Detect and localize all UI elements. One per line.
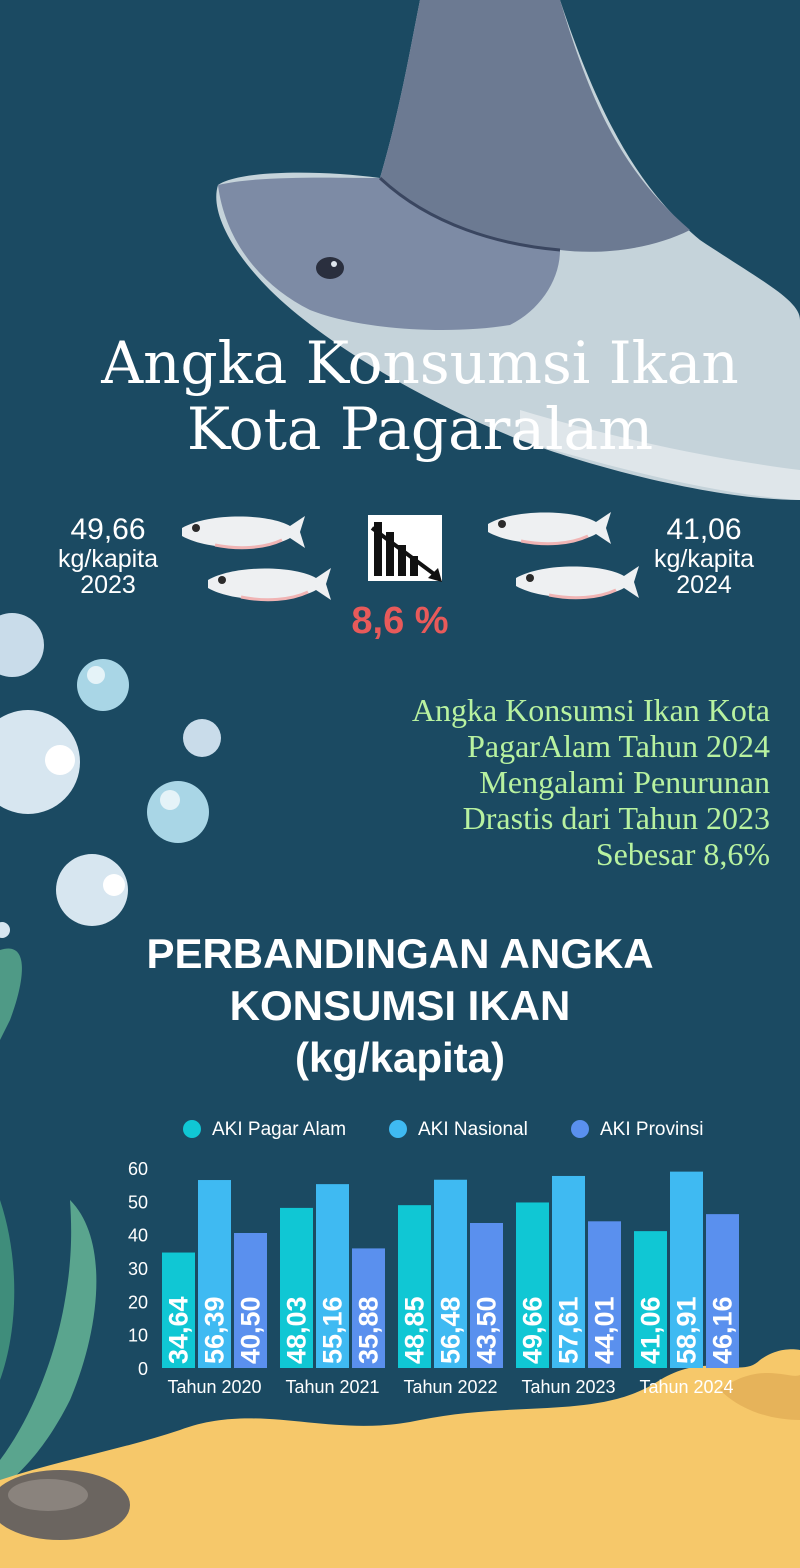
bar-value-label: 40,50: [235, 1296, 266, 1364]
page-title: [40, 330, 800, 462]
y-tick-label: 30: [127, 1259, 148, 1279]
bar-value-label: 35,88: [353, 1296, 384, 1364]
legend-marker: [571, 1120, 589, 1138]
bar-value-label: 41,06: [635, 1296, 666, 1364]
stat-2023-year: 2023: [80, 571, 136, 599]
description-line: PagarAlam Tahun 2024: [467, 728, 770, 764]
y-tick-label: 10: [127, 1325, 148, 1346]
bar-value-label: 56,48: [435, 1296, 466, 1364]
x-tick-label: Tahun 2021: [285, 1377, 380, 1397]
fish-icon: [182, 516, 305, 548]
stat-2024-unit: kg/kapita: [653, 545, 755, 573]
stat-2024-value: 41,06: [666, 513, 742, 546]
chart-title-line-2: KONSUMSI IKAN: [229, 982, 571, 1029]
bar-value-label: 48,85: [399, 1296, 430, 1364]
legend-label: AKI Pagar Alam: [212, 1119, 347, 1140]
legend-label: AKI Provinsi: [600, 1119, 704, 1140]
fish-icon: [208, 568, 331, 600]
bar-value-label: 44,01: [589, 1296, 620, 1364]
legend-marker: [183, 1120, 201, 1138]
bar-chart: [0, 1100, 800, 1400]
bar-value-label: 48,03: [281, 1296, 312, 1364]
description-line: Angka Konsumsi Ikan Kota: [411, 692, 770, 728]
bar-value-label: 46,16: [707, 1296, 738, 1364]
x-tick-label: Tahun 2024: [639, 1377, 734, 1397]
title-line-1: Angka Konsumsi Ikan: [101, 329, 739, 397]
description-line: Drastis dari Tahun 2023: [462, 800, 770, 836]
fish-icon: [516, 566, 639, 598]
chart-title-line-1: PERBANDINGAN ANGKA: [146, 930, 654, 977]
bar-value-label: 57,61: [553, 1296, 584, 1364]
description-text: [330, 692, 770, 872]
bar-value-label: 49,66: [517, 1296, 548, 1364]
bar-value-label: 58,91: [671, 1296, 702, 1364]
fish-icon: [488, 512, 611, 544]
x-tick-label: Tahun 2022: [403, 1377, 498, 1397]
bubbles-decoration: [0, 613, 221, 938]
description-line: Mengalami Penurunan: [479, 764, 770, 800]
bar-value-label: 43,50: [471, 1296, 502, 1364]
y-tick-label: 50: [127, 1192, 148, 1213]
bar-value-label: 34,64: [163, 1296, 194, 1364]
chart-title: [0, 928, 800, 1084]
stat-2023-unit: kg/kapita: [57, 545, 159, 573]
x-tick-label: Tahun 2020: [167, 1377, 262, 1397]
stat-2024: [644, 514, 764, 598]
description-line: Sebesar 8,6%: [595, 836, 770, 872]
y-tick-label: 0: [137, 1359, 148, 1379]
y-tick-label: 60: [127, 1159, 148, 1179]
stat-2024-year: 2024: [676, 571, 732, 599]
change-percent: 8,6 %: [351, 600, 449, 642]
y-tick-label: 20: [127, 1292, 148, 1313]
stat-2023-value: 49,66: [70, 513, 146, 546]
stat-2023: [48, 514, 168, 598]
bar-value-label: 55,16: [317, 1296, 348, 1364]
x-tick-label: Tahun 2023: [521, 1377, 616, 1397]
chart-title-line-3: (kg/kapita): [294, 1034, 506, 1081]
title-line-2: Kota Pagaralam: [186, 395, 654, 463]
trend-down-icon: [368, 515, 442, 582]
legend-marker: [389, 1120, 407, 1138]
bar-value-label: 56,39: [199, 1296, 230, 1364]
legend-label: AKI Nasional: [418, 1119, 528, 1140]
y-tick-label: 40: [127, 1225, 148, 1246]
